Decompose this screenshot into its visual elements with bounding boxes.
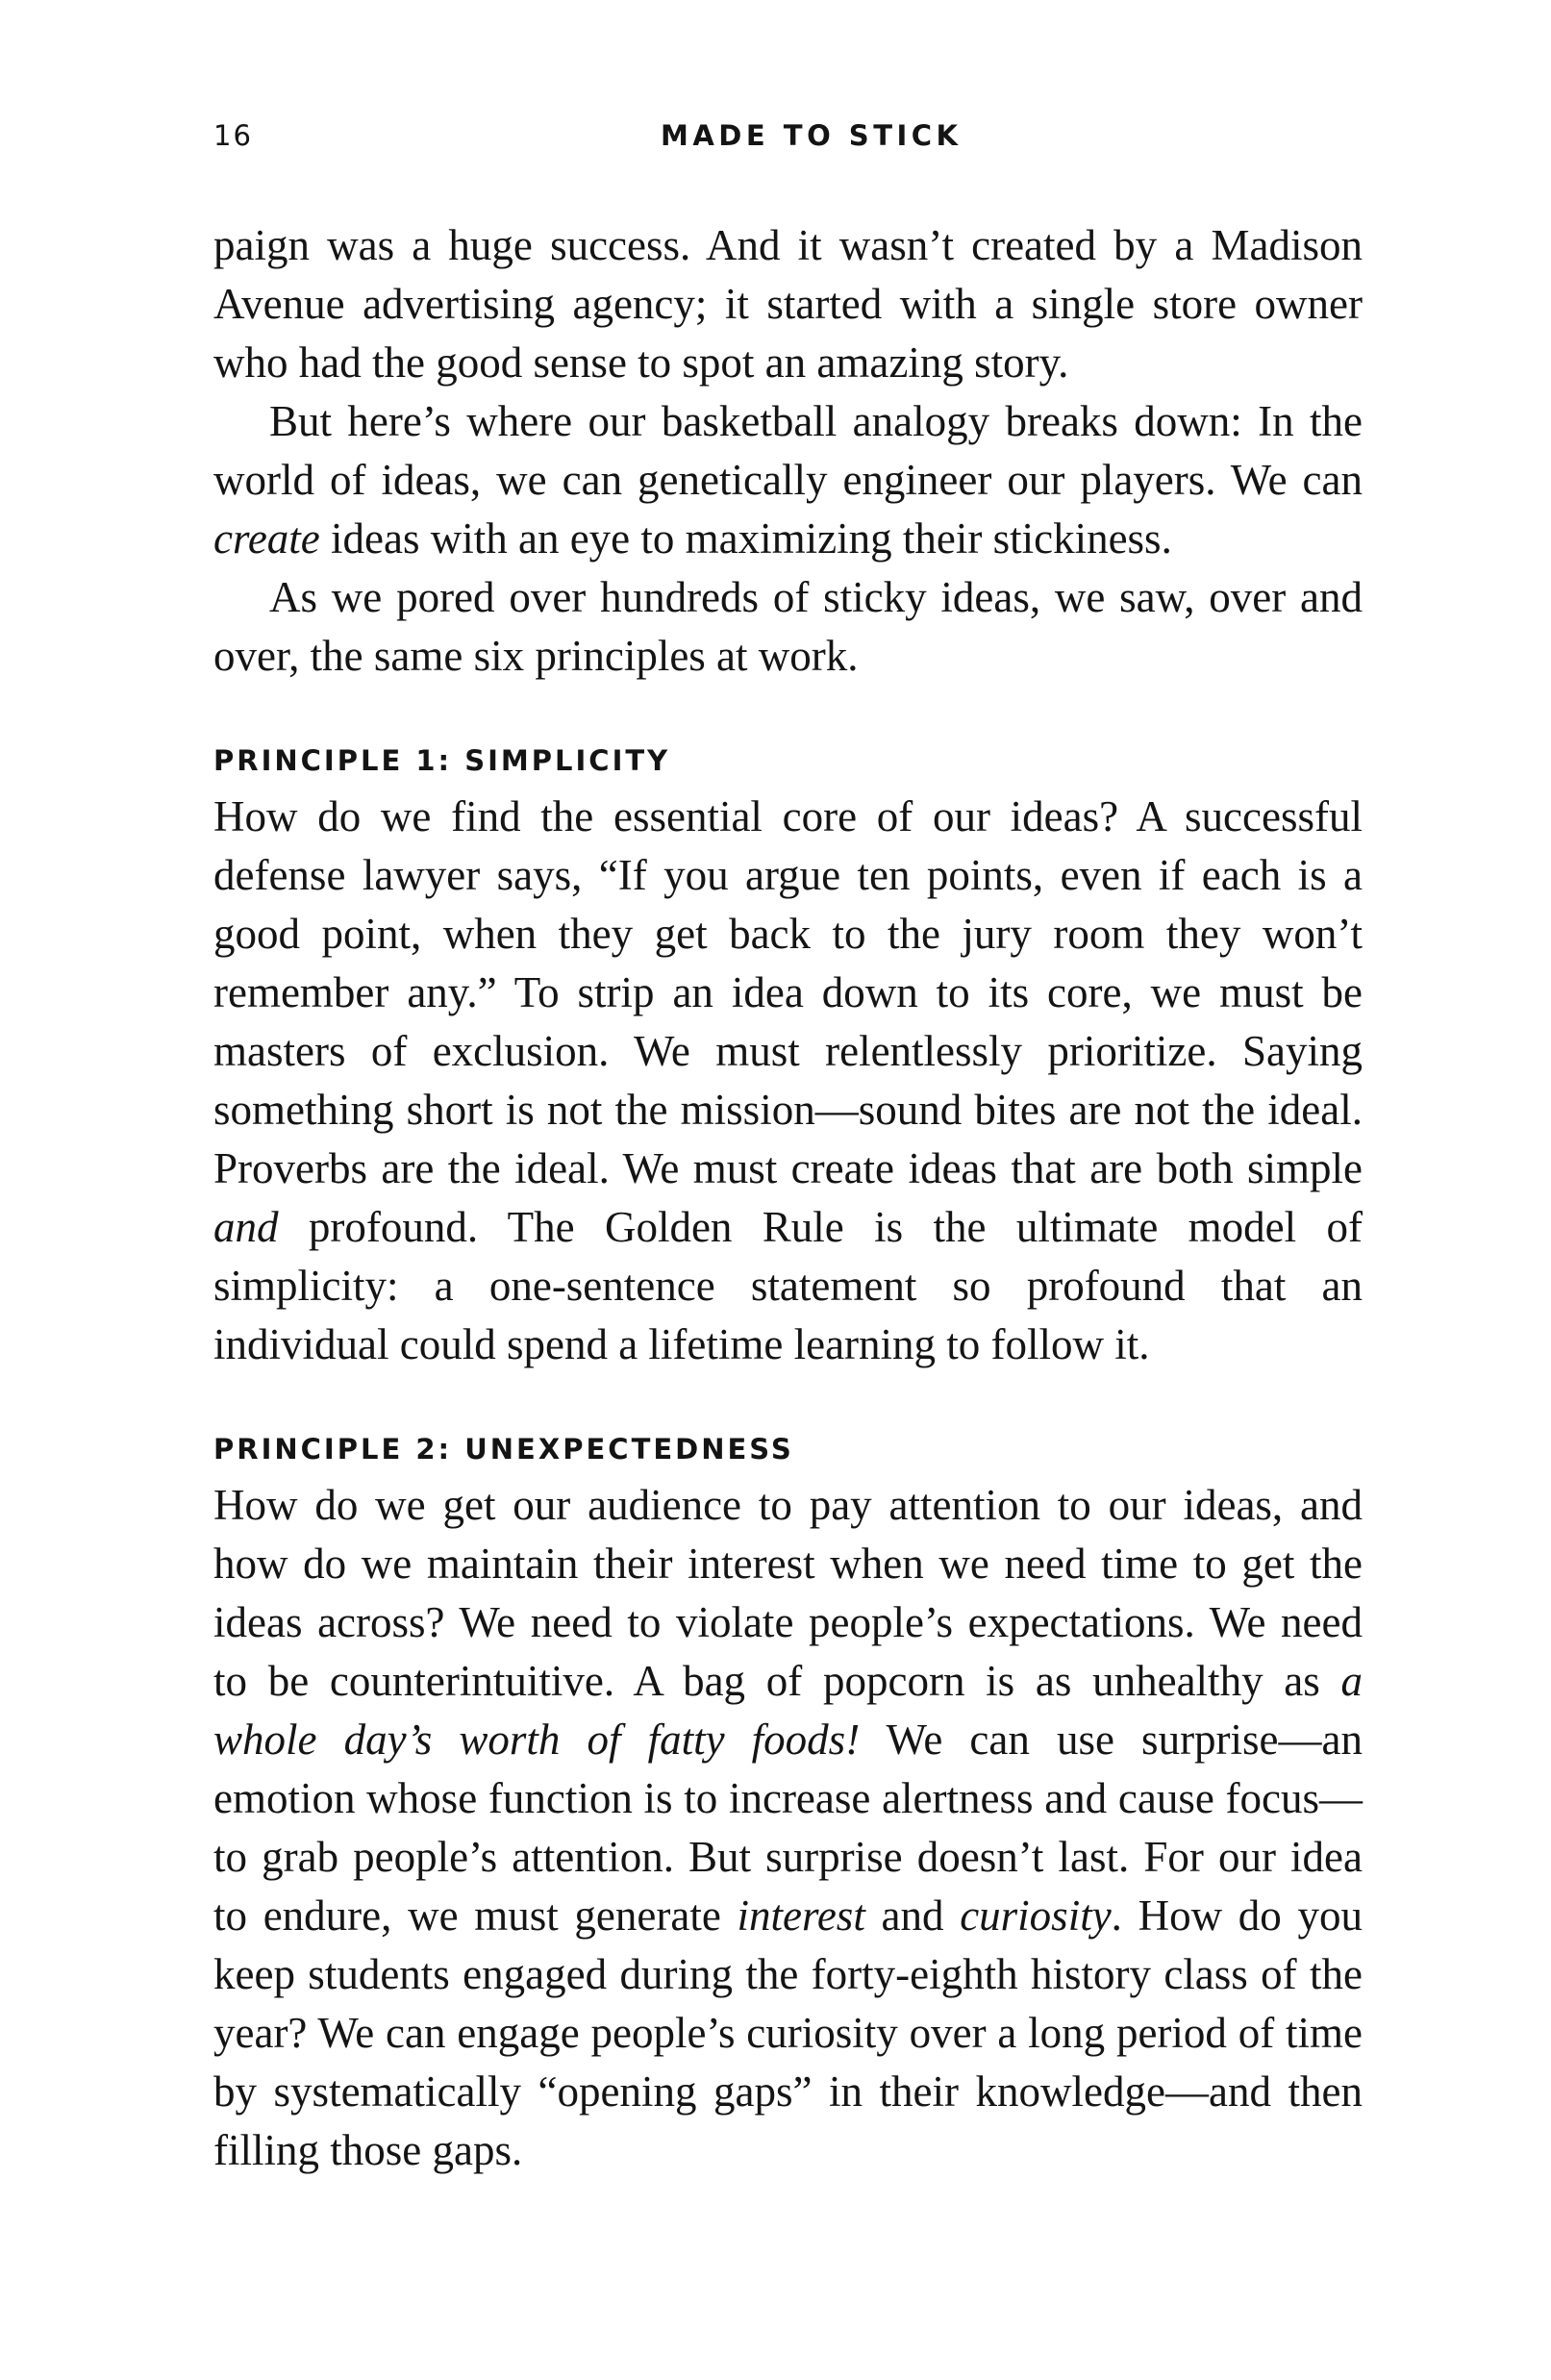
emphasis-interest: interest [737, 1891, 865, 1940]
paragraph-text: We can use surprise—an emotion whose function is to increase alertness and cause focus—to grab people’s attention. But surprise doesn’t last. For our idea to endure, we must generate [213, 1716, 1363, 1940]
paragraph-six-principles [213, 568, 1363, 686]
running-head [213, 119, 1363, 158]
paragraph-text: How do we find the essential core of our ideas? A successful defense lawyer says, “If you argue ten points, even if each is a good point, when they get back to the jury room they won’t remember any.” To strip an idea down to its core, we must be masters of exclusion. We must relentlessly prioritize. Saying something short is not the mission—sound bites are not the ideal. Proverbs are the ideal. We must create ideas that are both simple [213, 792, 1363, 1192]
page-number: 16 [213, 119, 253, 152]
paragraph-unexpectedness [213, 1476, 1363, 2180]
section-heading-unexpectedness: PRINCIPLE 2: UNEXPECTEDNESS [213, 1433, 794, 1466]
paragraph-basketball-analogy [213, 392, 1363, 568]
paragraph-text: But here’s where our basketball analogy breaks down: In the world of ideas, we can genetically engineer our players. We can [213, 397, 1363, 504]
paragraph-simplicity [213, 788, 1363, 1374]
section-heading-simplicity: PRINCIPLE 1: SIMPLICITY [213, 744, 671, 777]
emphasis-curiosity: curiosity [960, 1891, 1112, 1940]
paragraph-campaign-success [213, 216, 1363, 392]
paragraph-text: and [864, 1891, 961, 1940]
paragraph-text: . How do you keep students engaged during the forty-eighth history class of the year? We can engage people’s curiosity over a long period of time by systematically “opening gaps” in their knowledge—and then filling those gaps. [213, 1891, 1363, 2174]
emphasis-create: create [213, 514, 320, 563]
paragraph-text: ideas with an eye to maximizing their stickiness. [319, 514, 1172, 563]
emphasis-and: and [213, 1203, 279, 1251]
paragraph-text: As we pored over hundreds of sticky ideas, we saw, over and over, the same six principles at work. [213, 573, 1363, 680]
paragraph-text: profound. The Golden Rule is the ultimate model of simplicity: a one-sentence statement so profound that an individual could spend a lifetime learning to follow it. [213, 1203, 1363, 1368]
paragraph-text: paign was a huge success. And it wasn’t created by a Madison Avenue advertising agency; it started with a single store owner who had the good sense to spot an amazing story. [213, 221, 1363, 387]
paragraph-text: How do we get our audience to pay attention to our ideas, and how do we maintain their interest when we need time to get the ideas across? We need to violate people’s expectations. We need to be counterintuitive. A bag of popcorn is as unhealthy as [213, 1481, 1363, 1705]
body-text [213, 216, 1363, 2180]
book-title: MADE TO STICK [661, 119, 963, 152]
emphasis-fatty-foods: a whole day’s worth of fatty foods! [213, 1657, 1363, 1764]
